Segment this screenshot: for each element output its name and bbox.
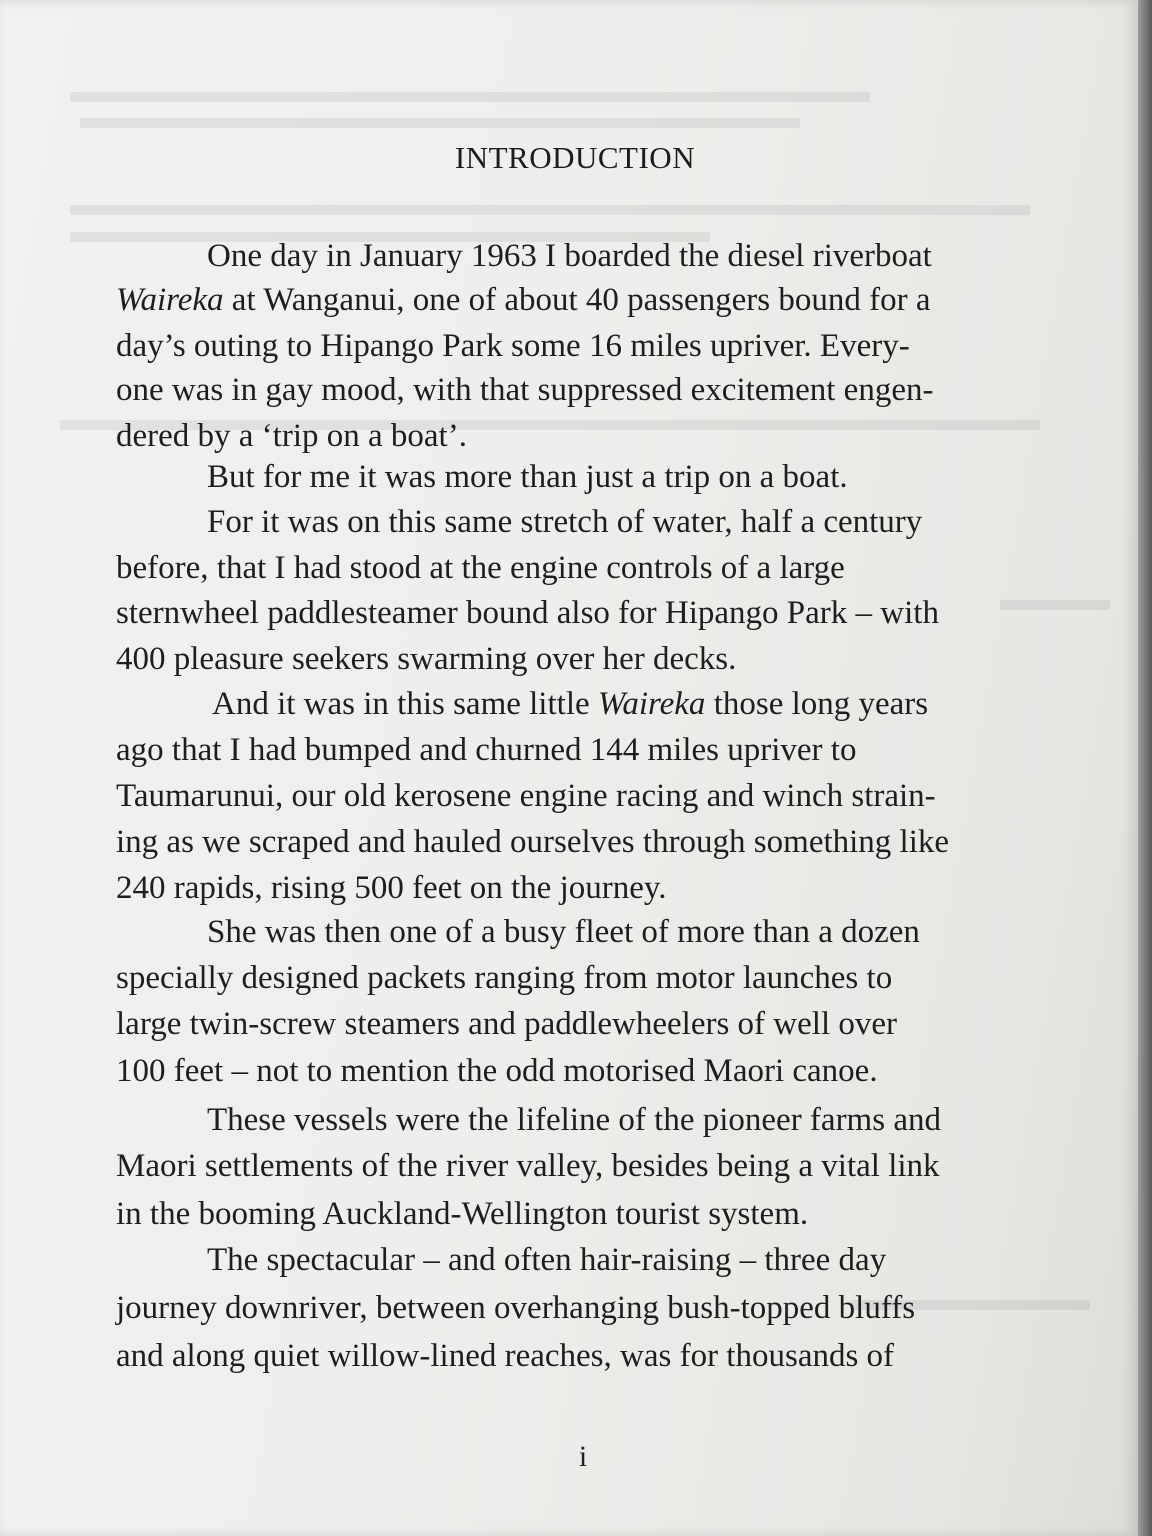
- text-line: 100 feet – not to mention the odd motorised Maori canoe.: [116, 1053, 878, 1089]
- text-line: large twin-screw steamers and paddlewheelers of well over: [116, 1006, 897, 1042]
- text-line: one was in gay mood, with that suppressed excitement engen-: [116, 372, 934, 408]
- text-line: day’s outing to Hipango Park some 16 miles upriver. Every-: [116, 328, 910, 364]
- text-line: But for me it was more than just a trip on a boat.: [207, 459, 848, 495]
- text-line: in the booming Auckland-Wellington tourist system.: [116, 1196, 809, 1232]
- text-line-with-italic: [212, 688, 928, 721]
- text-fragment: And it was in this same little: [212, 686, 598, 722]
- text-fragment: those long years: [705, 686, 929, 722]
- text-line: For it was on this same stretch of water, half a century: [207, 504, 923, 540]
- text-line: 240 rapids, rising 500 feet on the journey.: [116, 870, 667, 906]
- text-line: sternwheel paddlesteamer bound also for Hipango Park – with: [116, 595, 939, 631]
- text-line: dered by a ‘trip on a boat’.: [116, 418, 467, 454]
- text-fragment: at Wanganui, one of about 40 passengers bound for a: [223, 282, 931, 318]
- text-line: before, that I had stood at the engine controls of a large: [116, 550, 845, 586]
- text-line: She was then one of a busy fleet of more than a dozen: [207, 914, 920, 950]
- boat-name-italic: Waireka: [597, 686, 706, 722]
- text-line: The spectacular – and often hair-raising – three day: [207, 1242, 887, 1278]
- text-line: 400 pleasure seekers swarming over her decks.: [116, 641, 737, 677]
- text-line: and along quiet willow-lined reaches, was for thousands of: [116, 1338, 895, 1374]
- chapter-title: INTRODUCTION: [454, 140, 696, 175]
- text-line: ing as we scraped and hauled ourselves through something like: [116, 824, 950, 860]
- page-edge: [1138, 0, 1152, 1536]
- page-number: i: [578, 1440, 588, 1473]
- text-line-with-italic: [116, 284, 931, 317]
- text-line: journey downriver, between overhanging bush-topped bluffs: [116, 1290, 916, 1326]
- text-line: specially designed packets ranging from motor launches to: [116, 960, 893, 996]
- text-line: ago that I had bumped and churned 144 miles upriver to: [116, 732, 857, 768]
- boat-name-italic: Waireka: [116, 282, 224, 318]
- text-line: Maori settlements of the river valley, besides being a vital link: [116, 1148, 940, 1184]
- text-line: One day in January 1963 I boarded the diesel riverboat: [207, 238, 932, 274]
- text-line: These vessels were the lifeline of the pioneer farms and: [207, 1102, 941, 1138]
- text-line: Taumarunui, our old kerosene engine racing and winch strain-: [116, 778, 936, 814]
